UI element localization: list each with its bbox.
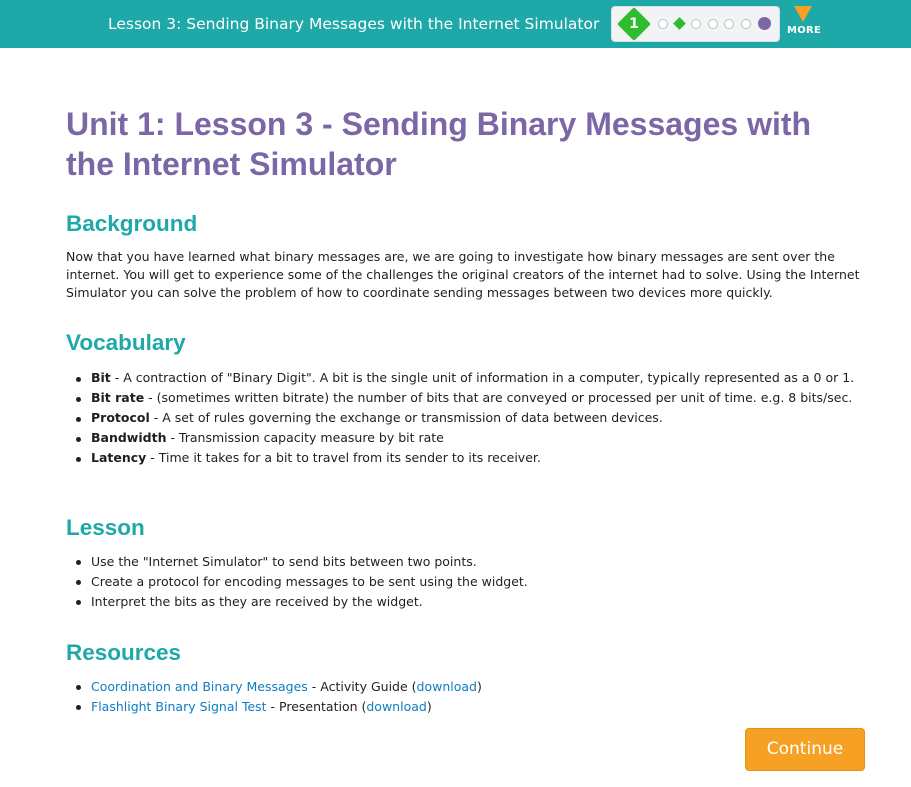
vocab-definition: - A set of rules governing the exchange or transmission of data between devices. — [149, 410, 663, 425]
vocab-item — [91, 389, 891, 407]
vocab-item — [91, 409, 891, 427]
vocab-term: Protocol — [91, 410, 150, 425]
resource-link[interactable]: Coordination and Binary Messages — [91, 679, 308, 694]
resource-link[interactable]: Flashlight Binary Signal Test — [91, 699, 267, 714]
lesson-item: Use the "Internet Simulator" to send bits between two points. — [91, 552, 891, 572]
vocab-definition: - (sometimes written bitrate) the number of bits that are conveyed or processed per unit of time. e.g. 8 bits/sec. — [144, 390, 853, 405]
resource-type: - Presentation ( — [266, 699, 367, 714]
background-text: Now that you have learned what binary messages are, we are going to investigate how binary messages are sent over the internet. You will get to experience some of the challenges the original creators of the internet had to solve. Using the Internet Simulator you can solve the problem of how to coordinate sending messages between two devices more quickly. — [66, 249, 860, 300]
progress-dot[interactable] — [724, 19, 734, 29]
progress-end-dot[interactable] — [758, 17, 771, 30]
continue-button[interactable]: Continue — [745, 728, 865, 771]
more-button[interactable] — [787, 6, 822, 36]
vocab-term: Bandwidth — [91, 430, 167, 445]
resources-list — [66, 677, 891, 717]
lesson-item: Interpret the bits as they are received by the widget. — [91, 592, 891, 612]
vocab-item — [91, 429, 891, 447]
vocab-term: Bit rate — [91, 390, 145, 405]
background-heading: Background — [66, 211, 198, 236]
vocab-term: Bit — [91, 370, 111, 385]
progress-dot[interactable] — [691, 19, 701, 29]
progress-diamond-icon[interactable] — [673, 17, 686, 30]
lesson-item: Create a protocol for encoding messages to be sent using the widget. — [91, 572, 891, 592]
vocab-item — [91, 449, 891, 467]
page-title: Unit 1: Lesson 3 - Sending Binary Messages with the Internet Simulator — [66, 106, 812, 182]
vocab-definition: - A contraction of "Binary Digit". A bit is the single unit of information in a computer, typically represented as a 0 or 1. — [110, 370, 855, 385]
progress-bar — [611, 6, 780, 42]
vocab-definition: - Transmission capacity measure by bit rate — [166, 430, 444, 445]
download-link[interactable]: download — [366, 699, 427, 714]
download-link[interactable]: download — [416, 679, 477, 694]
progress-dot[interactable] — [658, 19, 668, 29]
resource-close: ) — [426, 699, 432, 714]
level-number[interactable]: 1 — [629, 16, 639, 32]
vocab-term: Latency — [91, 450, 147, 465]
resource-item — [91, 697, 891, 717]
lesson-list — [66, 552, 891, 612]
vocabulary-list — [66, 369, 891, 469]
vocabulary-heading: Vocabulary — [66, 330, 186, 355]
more-label: MORE — [787, 25, 822, 36]
triangle-down-icon — [794, 6, 812, 22]
progress-dot[interactable] — [708, 19, 718, 29]
lesson-heading: Lesson — [66, 515, 145, 540]
vocab-definition: - Time it takes for a bit to travel from its sender to its receiver. — [146, 450, 541, 465]
resources-heading: Resources — [66, 640, 182, 665]
resource-type: - Activity Guide ( — [307, 679, 417, 694]
vocab-item — [91, 369, 891, 387]
resource-close: ) — [476, 679, 482, 694]
header-bar — [0, 0, 911, 48]
progress-dot[interactable] — [741, 19, 751, 29]
lesson-title[interactable]: Lesson 3: Sending Binary Messages with the Internet Simulator — [108, 15, 600, 33]
resource-item — [91, 677, 891, 697]
